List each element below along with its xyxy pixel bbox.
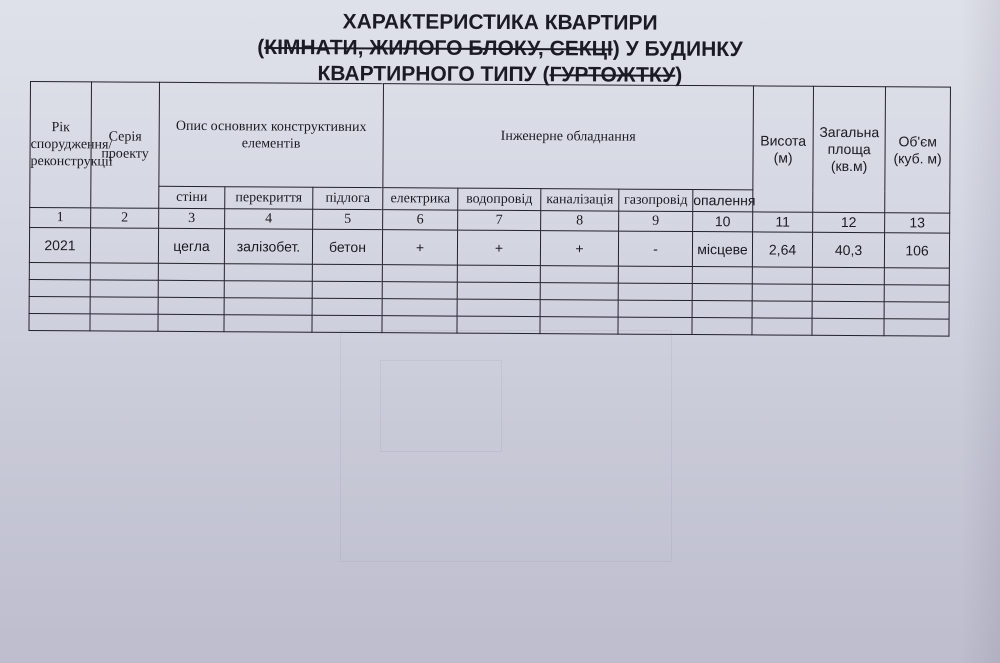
empty-cell	[692, 267, 752, 284]
empty-cell	[618, 283, 692, 300]
empty-cell	[457, 299, 540, 317]
empty-cell	[884, 319, 949, 336]
cell-volume: 106	[884, 233, 949, 268]
empty-cell	[812, 318, 884, 335]
column-number: 9	[619, 211, 693, 231]
empty-cell	[752, 318, 812, 335]
empty-cell	[540, 283, 618, 300]
column-number: 10	[693, 212, 753, 232]
empty-cell	[692, 301, 752, 318]
bleed-through-outline	[380, 360, 502, 452]
empty-cell	[29, 262, 90, 279]
empty-cell	[312, 298, 382, 315]
title-line-2-close: ) У БУДИНКУ	[612, 37, 743, 62]
empty-cell	[812, 267, 884, 284]
empty-cell	[224, 281, 312, 299]
column-number: 3	[159, 208, 225, 228]
cell-year: 2021	[29, 228, 90, 263]
empty-cell	[29, 296, 90, 313]
empty-cell	[752, 284, 812, 301]
subheader-water: водопровід	[458, 188, 541, 211]
cell-sewer: +	[540, 231, 618, 266]
column-number: 2	[91, 208, 159, 228]
empty-cell	[618, 266, 692, 283]
header-volume: Об'єм (куб. м)	[885, 87, 951, 213]
empty-cell	[29, 313, 90, 330]
cell-gas: -	[618, 231, 692, 266]
empty-cell	[382, 299, 457, 316]
empty-cell	[312, 264, 382, 281]
subheader-walls: стіни	[159, 186, 225, 208]
empty-cell	[382, 282, 457, 299]
subheader-heating: опалення	[693, 190, 753, 212]
empty-cell	[812, 284, 884, 301]
document-title	[0, 8, 1000, 90]
subheader-floor: підлога	[313, 187, 383, 209]
empty-cell	[457, 265, 540, 283]
empty-cell	[540, 300, 618, 317]
title-line-2-open: (	[257, 35, 265, 59]
empty-cell	[382, 265, 457, 282]
header-construct-group: Опис основних конструктивних елементів	[159, 82, 384, 187]
empty-cell	[158, 280, 224, 297]
cell-area: 40,3	[812, 232, 884, 267]
header-row	[30, 82, 951, 192]
empty-cell	[158, 263, 224, 280]
empty-cell	[884, 285, 949, 302]
cell-walls: цегла	[158, 228, 224, 263]
empty-cell	[90, 297, 158, 314]
column-number: 8	[541, 211, 619, 231]
subheader-electric: електрика	[383, 188, 458, 210]
header-engineering-group: Інженерне обладнання	[383, 84, 754, 190]
empty-cell	[618, 300, 692, 317]
empty-cell	[90, 280, 158, 297]
apartment-characteristics-table	[28, 81, 951, 337]
empty-cell	[224, 264, 312, 282]
column-number: 7	[458, 210, 541, 231]
empty-cell	[90, 314, 158, 331]
subheader-sewer: каналізація	[541, 189, 619, 211]
column-number: 13	[885, 213, 950, 233]
empty-cell	[158, 297, 224, 314]
empty-cell	[158, 314, 224, 331]
column-number: 11	[753, 212, 813, 232]
column-number: 4	[225, 209, 313, 230]
empty-cell	[90, 263, 158, 280]
subheader-floors-ceiling: перекриття	[225, 187, 313, 210]
sheet-edge-shadow	[960, 0, 1000, 663]
empty-cell	[692, 284, 752, 301]
cell-floor: бетон	[312, 229, 382, 264]
empty-cell	[457, 282, 540, 300]
cell-heating: місцеве	[692, 232, 752, 267]
title-line-3-struck: ГУРТОЖТКУ	[549, 63, 676, 87]
cell-height: 2,64	[752, 232, 812, 267]
empty-cell	[540, 266, 618, 283]
title-line-2-struck: КІМНАТИ, ЖИЛОГО БЛОКУ, СЕКЦІ	[264, 35, 613, 61]
header-year: Рік спорудження/ реконструкції	[30, 82, 92, 208]
cell-series	[90, 228, 158, 263]
empty-cell	[312, 281, 382, 298]
cell-water: +	[457, 230, 540, 266]
column-number: 6	[383, 210, 458, 230]
subheader-gas: газопровід	[619, 189, 693, 211]
title-line-3-main: КВАРТИРНОГО ТИПУ (	[317, 62, 550, 87]
header-series: Серія проекту	[91, 82, 160, 208]
column-number: 1	[30, 208, 91, 228]
header-height: Висота (м)	[753, 86, 814, 212]
empty-cell	[752, 267, 812, 284]
empty-cell	[884, 268, 949, 285]
empty-cell	[224, 298, 312, 316]
title-line-1: ХАРАКТЕРИСТИКА КВАРТИРИ	[342, 10, 658, 35]
empty-cell	[752, 301, 812, 318]
empty-cell	[812, 301, 884, 318]
title-line-3-close: )	[675, 63, 683, 87]
empty-cell	[692, 318, 752, 335]
column-number: 12	[813, 212, 885, 232]
header-area: Загальна площа (кв.м)	[813, 86, 886, 212]
column-number: 5	[313, 209, 383, 229]
empty-cell	[224, 315, 312, 333]
empty-cell	[884, 302, 949, 319]
cell-floors-ceiling: залізобет.	[224, 229, 312, 265]
data-row	[29, 228, 949, 269]
cell-electric: +	[382, 230, 457, 265]
empty-cell	[29, 279, 90, 296]
